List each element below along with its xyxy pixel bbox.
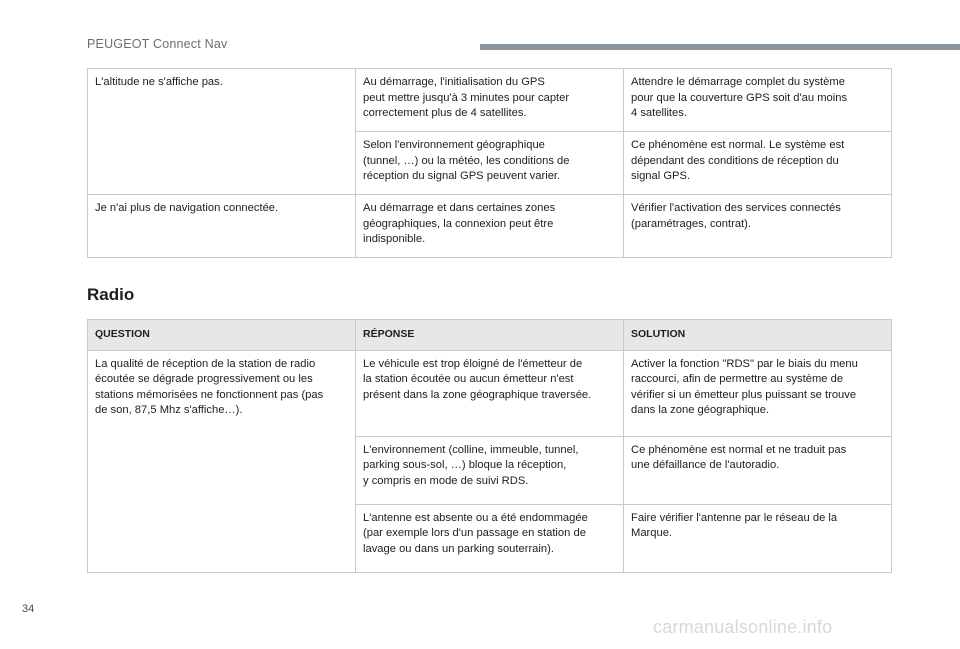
question-cell: L'altitude ne s'affiche pas.: [88, 69, 356, 195]
column-header-answer: RÉPONSE: [356, 320, 624, 351]
solution-cell: Activer la fonction "RDS" par le biais du menu raccourci, afin de permettre au système de vérifier si un émetteur plus puissant se trouve dans la zone géographique.: [624, 350, 892, 436]
watermark: carmanualsonline.info: [653, 617, 833, 637]
radio-troubleshooting-table: [87, 319, 892, 573]
answer-cell: L'antenne est absente ou a été endommagée (par exemple lors d'un passage en station de lavage ou dans un parking souterrain).: [356, 504, 624, 572]
column-header-question: QUESTION: [88, 320, 356, 351]
answer-cell: Au démarrage, l'initialisation du GPS peut mettre jusqu'à 3 minutes pour capter correctement plus de 4 satellites.: [356, 69, 624, 132]
header-bar: [480, 44, 960, 50]
answer-cell: Selon l'environnement géographique (tunnel, …) ou la météo, les conditions de réception du signal GPS peuvent varier.: [356, 132, 624, 195]
solution-cell: Ce phénomène est normal et ne traduit pas une défaillance de l'autoradio.: [624, 436, 892, 504]
answer-cell: L'environnement (colline, immeuble, tunnel, parking sous-sol, …) bloque la réception, y compris en mode de suivi RDS.: [356, 436, 624, 504]
question-cell: La qualité de réception de la station de radio écoutée se dégrade progressivement ou les stations mémorisées ne fonctionnent pas (pas de son, 87,5 Mhz s'affiche…).: [88, 350, 356, 572]
table-row: [88, 195, 892, 258]
table-row: [88, 69, 892, 132]
section-title-radio: Radio: [87, 285, 135, 304]
answer-cell: Le véhicule est trop éloigné de l'émetteur de la station écoutée ou aucun émetteur n'est présent dans la zone géographique traversée.: [356, 350, 624, 436]
question-cell: Je n'ai plus de navigation connectée.: [88, 195, 356, 258]
table-row: [88, 350, 892, 436]
column-header-solution: SOLUTION: [624, 320, 892, 351]
solution-cell: Faire vérifier l'antenne par le réseau de la Marque.: [624, 504, 892, 572]
solution-cell: Vérifier l'activation des services connectés (paramétrages, contrat).: [624, 195, 892, 258]
header-title: PEUGEOT Connect Nav: [87, 37, 228, 51]
solution-cell: Attendre le démarrage complet du système pour que la couverture GPS soit d'au moins 4 satellites.: [624, 69, 892, 132]
gps-troubleshooting-table: [87, 68, 892, 258]
answer-cell: Au démarrage et dans certaines zones géographiques, la connexion peut être indisponible.: [356, 195, 624, 258]
table-header-row: [88, 320, 892, 351]
solution-cell: Ce phénomène est normal. Le système est dépendant des conditions de réception du signal GPS.: [624, 132, 892, 195]
page-number: 34: [22, 603, 35, 615]
